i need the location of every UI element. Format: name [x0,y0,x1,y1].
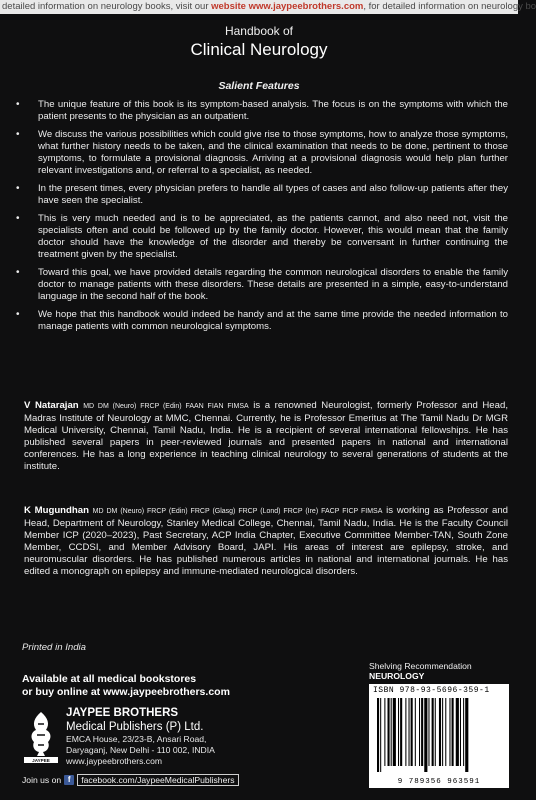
barcode-bar [415,698,416,766]
banner-text-before: detailed information on neurology books, visit our [2,1,212,12]
barcode-digits: 9 789356 963591 [397,778,481,786]
facebook-url[interactable]: facebook.com/JaypeeMedicalPublishers [77,774,238,786]
banner-text-after: , for detailed information on neurology bo [363,1,536,12]
barcode-bar [405,698,406,766]
barcode-bar [393,698,396,766]
author-name: V Natarajan [24,400,79,411]
author-bio-text: is a renowned Neurologist, formerly Professor and Head, Madras Institute of Neurology at MMC, Chennai. Currently, he is Professor Emeritus at The Tamil Nadu Dr MGR Medical University, Chennai, Tamil Nadu, India. He is a recipient of several international fellowships. He has published several papers in peer-reviewed journals and presented papers in national and international conferences. He has a long experience in teaching clinical neurology to several generations of students at the institute. [24,400,508,472]
bullet-icon: • [16,267,20,278]
feature-text: Toward this goal, we have provided details regarding the common neurological disorders to enable the family doctor to manage patients with these disorders. These details are presented in a simple, easy-to-understand language in the second half of the book. [38,267,508,302]
bullet-icon: • [16,99,20,110]
shelving-recommendation [369,661,509,681]
feature-text: In the present times, every physician prefers to handle all types of cases and also follow-up patients after they have seen the specialist. [38,183,508,206]
publisher-website[interactable]: www.jaypeebrothers.com [66,756,163,766]
facebook-icon[interactable]: f [64,775,74,785]
barcode-bar [421,698,423,766]
author-bio-text: is working as Professor and Head, Department of Neurology, Stanley Medical College, Chennai, Tamil Nadu, India. He is the Faculty Council Member ICP (2020–2023), Past Secretary, ACP India Chapter, Executive Committee Member-TAN, South Zone Member, CCDSI, and Member Advisory Board, JAPI. His areas of interest are epilepsy, stroke, and neuromuscular disorders. He has published numerous articles in national and international journals. He has edited a monograph on epilepsy and immune-mediated neurological disorders. [24,505,508,577]
barcode-bar [460,698,461,766]
book-title: Clinical Neurology [190,40,328,59]
feature-item [16,309,508,333]
barcode-bar [384,698,385,766]
barcode-icon [375,698,503,772]
barcode-bar [400,698,402,766]
barcode-bar [398,698,399,766]
publisher-block [66,707,306,767]
author-bio-mugundhan [24,505,508,578]
bullet-icon: • [16,129,20,140]
banner-website-link[interactable]: website www.jaypeebrothers.com [211,1,364,12]
bullet-icon: • [16,183,20,194]
feature-item [16,183,508,207]
barcode-bar [388,698,390,766]
feature-text: This is very much needed and is to be appreciated, as the patients cannot, and also need not, visit the specialists often and could be followed up by the family doctor. However, this would mean that the family doctor should have the knowledge of the disorder and thereby be conversant in further continuing the treatment given by the specialist. [38,213,508,260]
feature-item [16,213,508,261]
logo-text: JAYPEE [32,758,50,763]
barcode-bar [452,698,454,766]
salient-features-heading: Salient Features [218,80,300,92]
book-subtitle: Handbook of [224,24,294,38]
top-banner [0,0,536,14]
barcode-bar [377,698,379,772]
feature-item [16,267,508,303]
feature-item [16,129,508,177]
barcode-bar [445,698,446,766]
barcode-bar [391,698,392,766]
bullet-icon: • [16,213,20,224]
isbn-text: ISBN 978-93-5696-359-1 [373,686,490,695]
publisher-address-1: EMCA House, 23/23-B, Ansari Road, [66,734,207,744]
barcode-bar [449,698,450,766]
barcode-bar [432,698,434,766]
barcode-bar [380,698,381,772]
barcode-bar [465,698,468,772]
barcode-bar [411,698,413,766]
author-qualifications: MD DM (Neuro) FRCP (Edin) FAAN FIAN FIMSA [83,403,249,410]
barcode-bar [428,698,429,766]
publisher-address-2: Daryaganj, New Delhi - 110 002, INDIA [66,745,215,755]
availability-line-2: or buy online at www.jaypeebrothers.com [22,686,230,698]
feature-text: The unique feature of this book is its symptom-based analysis. The focus is on the symptoms with which the patient presents to the physician as an outpatient. [38,99,508,122]
barcode-bar [419,698,420,766]
printed-in-india: Printed in India [22,642,86,653]
feature-item [16,99,508,123]
author-qualifications: MD DM (Neuro) FRCP (Edin) FRCP (Glasg) FRCP (Lond) FRCP (Ire) FACP FICP FIMSA [92,508,383,515]
isbn-barcode [369,684,509,788]
social-prefix: Join us on [22,774,62,785]
barcode-bar [439,698,441,766]
publisher-name-2: Medical Publishers (P) Ltd. [66,721,204,733]
barcode-bar [424,698,427,772]
bullet-icon: • [16,309,20,320]
social-link [22,773,239,786]
barcode-bar [456,698,459,766]
barcode-bar [409,698,410,766]
availability-line-1: Available at all medical bookstores [22,673,197,685]
barcode-bar [435,698,436,766]
author-bio-natarajan [24,400,508,473]
feature-text: We hope that this handbook would indeed be handy and at the same time provide the needed information to manage patients with common neurological symptoms. [38,309,508,332]
availability-notice [22,673,282,699]
jaypee-logo-icon [22,708,60,764]
feature-text: We discuss the various possibilities which could give rise to those symptoms, how to analyze those symptoms, what further history needs to be taken, and the clinical examination that needs to be done, pertinent to those symptoms, to formulate a provisional diagnosis. Arriving at a provisional diagnosis would help plan further relevant investigations and, or referral to a specialist, as needed. [38,129,508,176]
barcode-bar [463,698,464,766]
features-list [16,99,508,339]
author-name: K Mugundhan [24,505,89,516]
shelving-label: Shelving Recommendation [369,661,472,671]
barcode-bar [442,698,443,766]
shelving-category: NEUROLOGY [369,671,425,681]
publisher-name: JAYPEE BROTHERS [66,707,179,719]
